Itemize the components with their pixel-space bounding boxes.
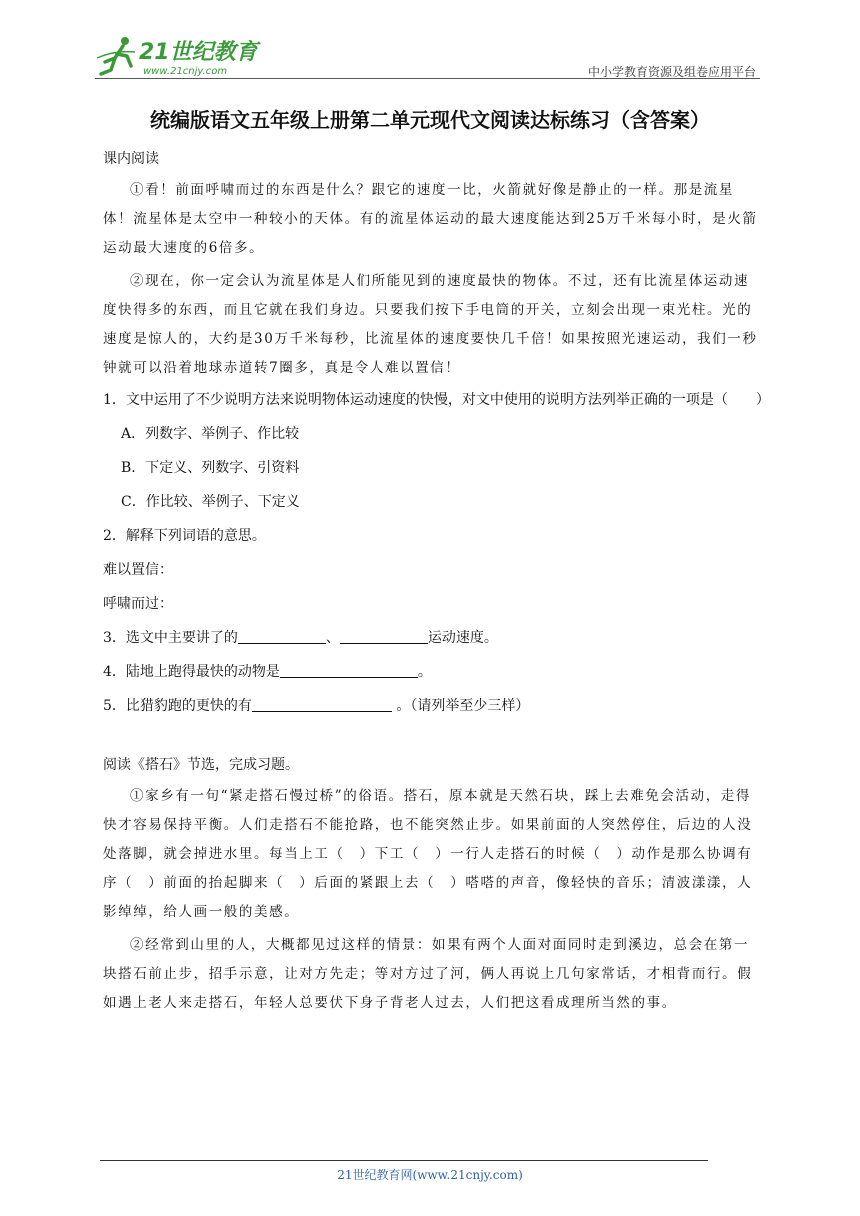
page-title: 统编版语文五年级上册第二单元现代文阅读达标练习（含答案） xyxy=(150,108,710,132)
question-4 xyxy=(103,661,763,683)
platform-name: 中小学教育资源及组卷应用平台 xyxy=(587,65,756,79)
section2-heading: 阅读《搭石》节选，完成习题。 xyxy=(103,757,299,773)
document-body xyxy=(103,148,770,1018)
question-3-suffix: 运动速度。 xyxy=(427,630,498,646)
question-4-text: 4．陆地上跑得最快的动物是 xyxy=(103,664,280,680)
section2-paragraph-2: ②经常到山里的人，大概都见过这样的情景：如果有两个人面对面同时走到溪边，总会在第一块搭石前止步，招手示意，让对方先走；等对方过了河，俩人再说上几句家常话，才相背而行。假如遇上老人来走搭石，年轻人总要伏下身子背老人过去，人们把这看成理所当然的事。 xyxy=(103,937,753,1011)
question-2: 2．解释下列词语的意思。 xyxy=(103,528,266,544)
logo-text: 21世纪教育 xyxy=(139,40,258,65)
page-header xyxy=(95,30,760,82)
question-2-word-1: 难以置信： xyxy=(103,562,173,578)
question-2-word-2: 呼啸而过： xyxy=(103,596,173,612)
answer-blank[interactable] xyxy=(280,662,418,678)
section1-paragraph-2: ②现在，你一定会认为流星体是人们所能见到的速度最快的物体。不过，还有比流星体运动速度快得多的东西，而且它就在我们身边。只要我们按下手电筒的开关，立刻会出现一束光柱。光的速度是惊人的，大约是30万千米每秒，比流星体的速度要快几千倍！如果按照光速运动，我们一秒钟就可以沿着地球赤道转7圈多，真是令人难以置信！ xyxy=(103,273,758,376)
header-divider xyxy=(95,78,760,79)
question-1-option-a: A．列数字、举例子、作比较 xyxy=(121,426,300,442)
question-5-suffix: 。（请列举至少三样） xyxy=(396,698,530,714)
question-5 xyxy=(103,695,763,717)
runner-logo-icon xyxy=(95,32,265,78)
answer-blank[interactable] xyxy=(238,628,326,644)
question-3-text: 3．选文中主要讲了的 xyxy=(103,630,238,646)
question-1: 1．文中运用了不少说明方法来说明物体运动速度的快慢，对文中使用的说明方法列举正确的一项是（ ） xyxy=(103,392,770,408)
site-logo[interactable] xyxy=(95,32,265,78)
question-4-suffix: 。 xyxy=(417,664,432,680)
question-3-separator: 、 xyxy=(325,630,340,646)
section1-paragraph-1: ①看！前面呼啸而过的东西是什么？跟它的速度一比，火箭就好像是静止的一样。那是流星体！流星体是太空中一种较小的天体。有的流星体运动的最大速度能达到25万千米每小时，是火箭运动最大速度的6倍多。 xyxy=(103,182,758,256)
logo-url: www.21cnjy.com xyxy=(143,66,228,77)
question-5-text: 5．比猎豹跑的更快的有 xyxy=(103,698,252,714)
question-3 xyxy=(103,627,763,649)
answer-blank[interactable] xyxy=(340,628,428,644)
answer-blank[interactable] xyxy=(252,696,392,712)
section2-paragraph-1: ①家乡有一句“紧走搭石慢过桥”的俗语。搭石，原本就是天然石块，踩上去难免会活动，走得快才容易保持平衡。人们走搭石不能抢路，也不能突然止步。如果前面的人突然停住，后边的人没处落脚，就会掉进水里。每当上工（ ）下工（ ）一行人走搭石的时候（ ）动作是那么协调有序（ ）前面的抬起脚来（ ）后面的紧跟上去（ ）嗒嗒的声音，像轻快的音乐；清波漾漾，人影绰绰，给人画一般的美感。 xyxy=(103,788,753,920)
page-footer[interactable]: 21世纪教育网(www.21cnjy.com) xyxy=(337,1168,523,1182)
question-1-option-b: B．下定义、列数字、引资料 xyxy=(121,460,300,476)
question-1-option-c: C．作比较、举例子、下定义 xyxy=(121,494,300,510)
footer-divider xyxy=(100,1160,708,1161)
section1-heading: 课内阅读 xyxy=(103,151,159,167)
